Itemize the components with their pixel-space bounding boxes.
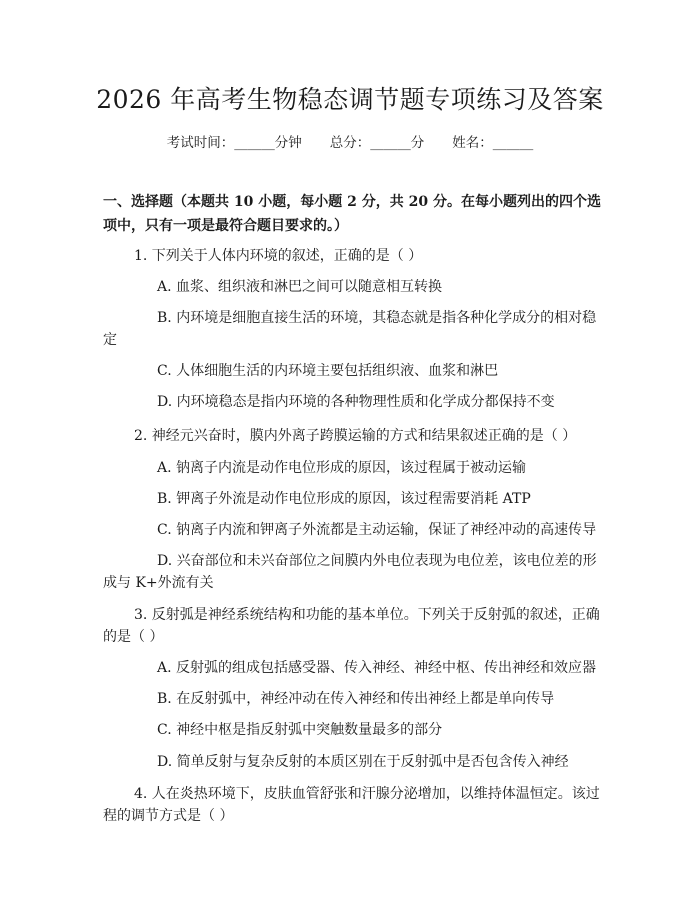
- exam-meta: [0, 131, 700, 151]
- question-1-option-c: C. 人体细胞生活的内环境主要包括组织液、血浆和淋巴: [157, 363, 499, 379]
- exam-time-label: 考试时间：______分钟: [166, 135, 302, 151]
- question-3-stem-cont: 的是（ ）: [103, 629, 164, 645]
- question-3-option-a: A. 反射弧的组成包括感受器、传入神经、神经中枢、传出神经和效应器: [157, 660, 597, 676]
- question-1-stem: 1. 下列关于人体内环境的叙述，正确的是（ ）: [134, 248, 423, 264]
- question-2-option-d-cont: 成与 K+外流有关: [103, 575, 214, 591]
- question-2-option-b: B. 钾离子外流是动作电位形成的原因，该过程需要消耗 ATP: [157, 491, 531, 507]
- question-1-option-b: B. 内环境是细胞直接生活的环境，其稳态就是指各种化学成分的相对稳: [157, 310, 597, 326]
- total-score-label: 总分：______分: [329, 135, 425, 151]
- question-2-option-a: A. 钠离子内流是动作电位形成的原因，该过程属于被动运输: [157, 460, 527, 476]
- question-1-option-d: D. 内环境稳态是指内环境的各种物理性质和化学成分都保持不变: [157, 394, 555, 410]
- question-3-option-d: D. 简单反射与复杂反射的本质区别在于反射弧中是否包含传入神经: [157, 754, 569, 770]
- question-4-stem-cont: 程的调节方式是（ ）: [103, 808, 234, 824]
- section-heading: 一、选择题（本题共 10 小题，每小题 2 分，共 20 分。在每小题列出的四个选项中，只有一项是最符合题目要求的。）: [103, 194, 601, 234]
- question-3-stem: 3. 反射弧是神经系统结构和功能的基本单位。下列关于反射弧的叙述，正确: [134, 607, 600, 623]
- question-2-stem: 2. 神经元兴奋时，膜内外离子跨膜运输的方式和结果叙述正确的是（ ）: [134, 428, 577, 444]
- question-4-stem: 4. 人在炎热环境下，皮肤血管舒张和汗腺分泌增加，以维持体温恒定。该过: [134, 786, 600, 802]
- student-name-label: 姓名：______: [452, 135, 534, 151]
- question-2-option-c: C. 钠离子内流和钾离子外流都是主动运输，保证了神经冲动的高速传导: [157, 522, 597, 538]
- question-1-option-b-cont: 定: [103, 332, 117, 348]
- question-2-option-d: D. 兴奋部位和未兴奋部位之间膜内外电位表现为电位差，该电位差的形: [157, 553, 597, 569]
- question-3-option-c: C. 神经中枢是指反射弧中突触数量最多的部分: [157, 722, 443, 738]
- question-1-option-a: A. 血浆、组织液和淋巴之间可以随意相互转换: [157, 279, 443, 295]
- document-title: 2026 年高考生物稳态调节题专项练习及答案: [96, 85, 604, 114]
- question-3-option-b: B. 在反射弧中，神经冲动在传入神经和传出神经上都是单向传导: [157, 691, 555, 707]
